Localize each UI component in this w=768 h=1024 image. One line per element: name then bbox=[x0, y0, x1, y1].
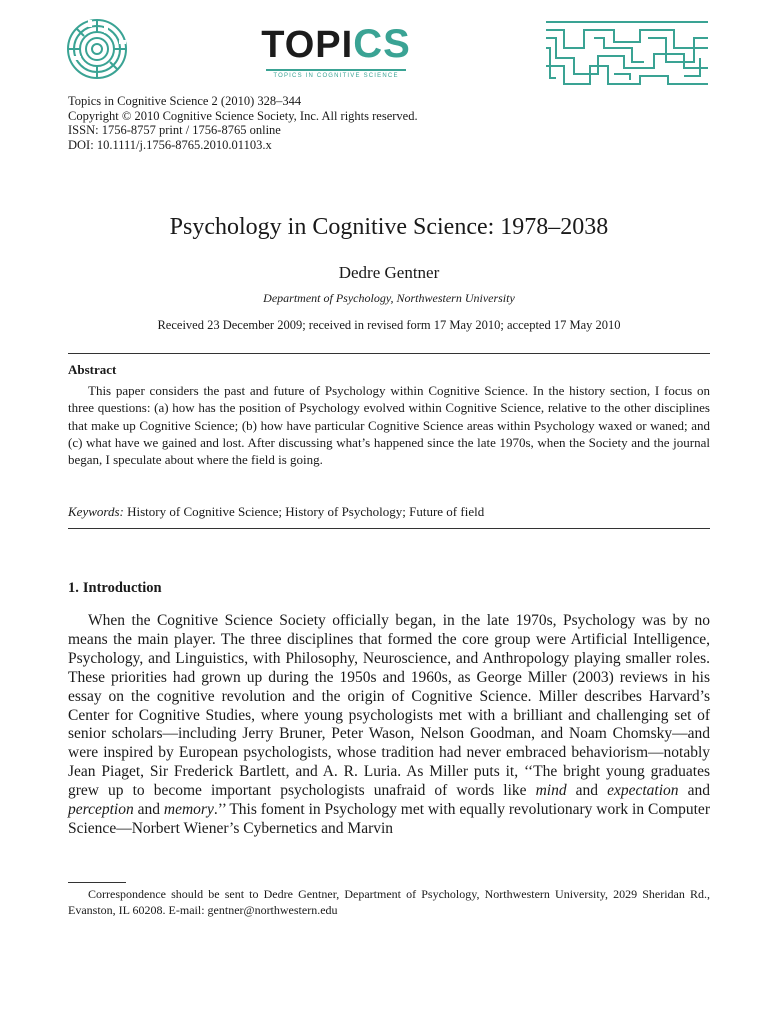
introduction-paragraph bbox=[68, 612, 710, 839]
abstract-body: This paper considers the past and future of Psychology within Cognitive Science. In the history section, I focus on three questions: (a) how has the position of Psychology evolved within Cognitive Science, relative to the other disciplines that make up Cognitive Science; (b) how have particular Cognitive Science areas within Psychology waxed or waned; and (c) what have we gained and lost. After discussing what’s happened since the late 1970s, when the Society and the journal began, I speculate about where the field is going. bbox=[68, 383, 710, 468]
journal-doi: DOI: 10.1111/j.1756-8765.2010.01103.x bbox=[68, 137, 272, 152]
intro-emphasis-perception: perception bbox=[68, 801, 134, 819]
logo-subtitle: TOPICS IN COGNITIVE SCIENCE bbox=[273, 73, 399, 79]
journal-logo bbox=[256, 24, 416, 79]
footnote-rule bbox=[68, 882, 126, 883]
section-heading-introduction bbox=[68, 580, 162, 597]
paper-title: Psychology in Cognitive Science: 1978–2038 bbox=[169, 214, 609, 240]
paper-author: Dedre Gentner bbox=[338, 263, 440, 282]
abstract-top-rule bbox=[68, 353, 710, 354]
keywords-label: Keywords: bbox=[68, 504, 124, 519]
journal-copyright: Copyright © 2010 Cognitive Science Society, Inc. All rights reserved. bbox=[68, 108, 418, 123]
intro-text-3: and bbox=[678, 782, 710, 800]
intro-text-5: .’’ This foment in Psychology met with equally revolutionary work in Computer Science—Norbert Wiener’s Cybernetics and Marvin bbox=[68, 801, 710, 837]
correspondence-footnote: Correspondence should be sent to Dedre Gentner, Department of Psychology, Northwestern University, 2029 Sheridan Rd., Evanston, IL 60208. E-mail: gentner@northwestern.edu bbox=[68, 887, 710, 917]
logo-wordmark bbox=[256, 24, 416, 65]
journal-citation: Topics in Cognitive Science 2 (2010) 328–344 bbox=[68, 94, 302, 108]
section-number: 1. bbox=[68, 580, 79, 596]
intro-text-2: and bbox=[566, 782, 608, 800]
abstract-bottom-rule bbox=[68, 528, 710, 529]
journal-banner bbox=[60, 12, 710, 84]
keywords-value: History of Cognitive Science; History of Psychology; Future of field bbox=[127, 504, 485, 519]
maze-pattern-icon bbox=[544, 18, 710, 90]
maze-icon bbox=[66, 18, 128, 80]
intro-text-1: When the Cognitive Science Society officially began, in the late 1970s, Psychology was by no means the main player. The three disciplines that formed the core group were Artificial Intelligence, Psychology, and Linguistics, with Philosophy, Neuroscience, and Anthropology playing smaller roles. These priorities had grown up during the 1950s and 1960s, as George Miller (2003) reviews in his essay on the cognitive revolution and the origin of Cognitive Science. Miller describes Harvard’s Center for Cognitive Studies, where young psychologists met with a brilliant and challenging set of senior scholars—including Jerry Bruner, Peter Wason, Nelson Goodman, and Noam Chomsky—and were inspired by European psychologists, whose tradition had never embraced behaviorism—notably Jean Piaget, Sir Frederick Bartlett, and A. R. Luria. As Miller puts it, ‘‘The bright young graduates grew up to become important psychologists unafraid of words like bbox=[68, 612, 710, 800]
intro-emphasis-expectation: expectation bbox=[607, 782, 679, 800]
logo-accent-text: CS bbox=[353, 22, 411, 66]
author-affiliation: Department of Psychology, Northwestern University bbox=[263, 291, 515, 305]
journal-info bbox=[68, 94, 418, 152]
section-title: Introduction bbox=[82, 580, 162, 596]
intro-text-4: and bbox=[133, 801, 164, 819]
received-dates: Received 23 December 2009; received in revised form 17 May 2010; accepted 17 May 2010 bbox=[157, 318, 621, 332]
logo-divider bbox=[266, 69, 406, 71]
keywords-line bbox=[68, 504, 710, 520]
intro-emphasis-mind: mind bbox=[535, 782, 567, 800]
intro-emphasis-memory: memory bbox=[163, 801, 214, 819]
abstract-heading: Abstract bbox=[68, 362, 117, 377]
journal-issn: ISSN: 1756-8757 print / 1756-8765 online bbox=[68, 123, 281, 137]
logo-main-text: TOPI bbox=[261, 24, 354, 66]
